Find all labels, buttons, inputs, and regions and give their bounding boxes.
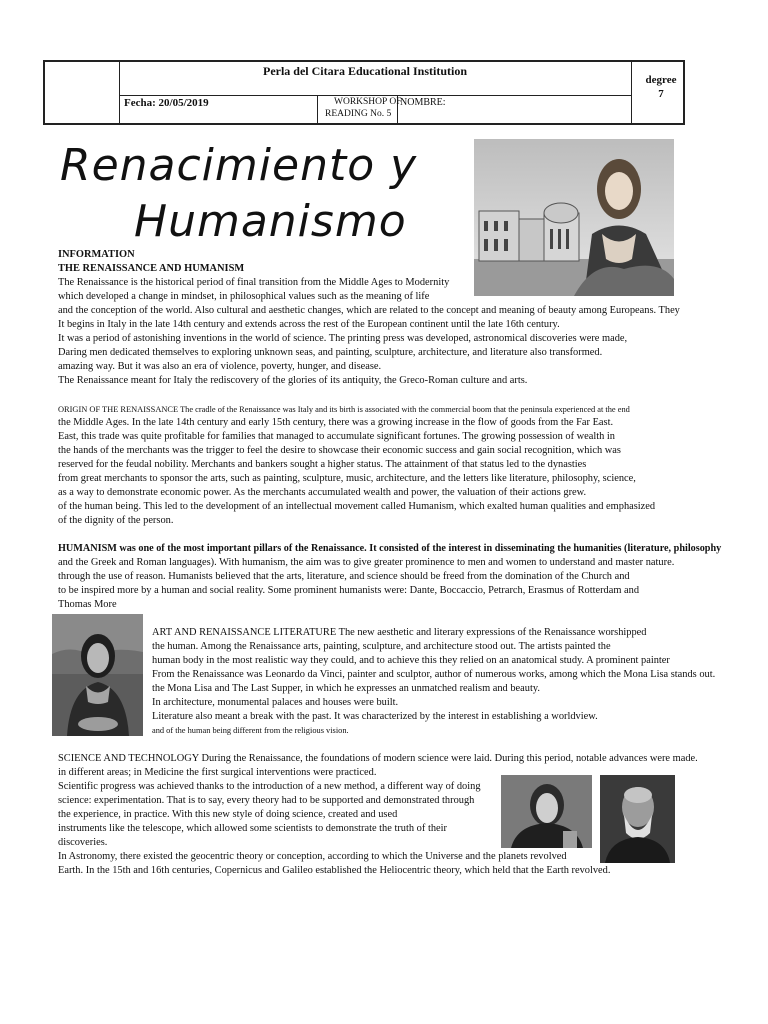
section-heading: THE RENAISSANCE AND HUMANISM	[58, 263, 245, 274]
paragraph-line: In Astronomy, there existed the geocentric theory or conception, according to which the Universe and the planets revolved	[58, 851, 567, 862]
paragraph-line: The Renaissance meant for Italy the rediscovery of the glories of its antiquity, the Greco-Roman culture and arts.	[58, 375, 528, 386]
science-heading: SCIENCE AND TECHNOLOGY During the Renaissance, the foundations of modern science were laid. During this period, notable advances were made.	[58, 753, 698, 764]
galileo-portrait	[600, 775, 675, 863]
table-divider	[317, 95, 318, 123]
paragraph-line: human body in the most realistic way they could, and to achieve this they relied on an anatomical study. A prominent painter	[152, 655, 670, 666]
copernicus-portrait	[501, 775, 592, 848]
paragraph-line: and the conception of the world. Also cultural and aesthetic changes, which are related to the concept and meaning of beauty among Europeans. They	[58, 305, 680, 316]
paragraph-line: science: experimentation. That is to say, every theory had to be supported and demonstrated through	[58, 795, 475, 806]
paragraph-line: of the human being. This led to the development of an intellectual movement called Humanism, which exalted human qualities and emphasized	[58, 501, 656, 512]
paragraph-line: the experience, in practice. With this new style of doing science, created and used	[58, 809, 398, 820]
paragraph-line: to be inspired more by a human and social reality. Some prominent humanists were: Dante, Boccaccio, Petrarch, Erasmus of Rotterdam and	[58, 585, 640, 596]
paragraph-line: Earth. In the 15th and 16th centuries, Copernicus and Galileo established the Heliocentric theory, which held that the Earth revolved.	[58, 865, 611, 876]
page-title-line1: Renacimiento y	[60, 140, 418, 191]
paragraph-line: reserved for the feudal nobility. Merchants and bankers sought a higher status. The attainment of that status led to the dynasties	[58, 459, 587, 470]
header-table	[43, 60, 685, 125]
info-heading: INFORMATION	[58, 249, 135, 260]
paragraph-line: It begins in Italy in the late 14th century and extends across the rest of the European continent until the late 16th century.	[58, 319, 560, 330]
paragraph-line: amazing way. But it was also an era of violence, poverty, hunger, and disease.	[58, 361, 382, 372]
paragraph-line: the Mona Lisa and The Last Supper, in which he expresses an unmatched realism and beauty.	[152, 683, 540, 694]
degree-label: degree	[645, 74, 677, 86]
paragraph-line: and of the human being different from the religious vision.	[152, 726, 349, 735]
paragraph-line: In architecture, monumental palaces and houses were built.	[152, 697, 399, 708]
mona-lisa-image	[52, 614, 143, 736]
table-divider	[119, 95, 631, 96]
paragraph-line: the human. Among the Renaissance arts, painting, sculpture, and architecture stood out. The artists painted the	[152, 641, 611, 652]
paragraph-line: instruments like the telescope, which allowed some scientists to demonstrate the truth of their	[58, 823, 447, 834]
renaissance-lady-image	[474, 139, 674, 296]
paragraph-line: which developed a change in mindset, in philosophical values such as the meaning of life	[58, 291, 430, 302]
date-field: Fecha: 20/05/2019	[124, 97, 209, 109]
paragraph-line: and the Greek and Roman languages). With humanism, the aim was to give greater prominence to men and women to understand and master nature.	[58, 557, 675, 568]
paragraph-line: the hands of the merchants was the trigger to feel the desire to showcase their economic success and gain social recognition, which was	[58, 445, 621, 456]
paragraph-line: as a way to demonstrate economic power. As the merchants accumulated wealth and power, the valuation of their actions grew.	[58, 487, 587, 498]
workshop-label	[334, 97, 401, 108]
paragraph-line: East, this trade was quite profitable for families that managed to accumulate significant fortunes. The growing possession of wealth in	[58, 431, 615, 442]
paragraph-line: Literature also meant a break with the past. It was characterized by the interest in establishing a worldview.	[152, 711, 598, 722]
origin-heading: ORIGIN OF THE RENAISSANCE The cradle of the Renaissance was Italy and its birth is associated with the commercial boom that the peninsula experienced at the end	[58, 405, 630, 414]
paragraph-line: Daring men dedicated themselves to exploring unknown seas, and painting, sculpture, architecture, and literature also transformed.	[58, 347, 603, 358]
workshop-line1: WORKSHOP OF	[334, 97, 402, 107]
paragraph-line: discoveries.	[58, 837, 108, 848]
paragraph-line: Scientific progress was achieved thanks to the introduction of a new method, a different way of doing	[58, 781, 481, 792]
paragraph-line: From the Renaissance was Leonardo da Vinci, painter and sculptor, author of numerous works, among which the Mona Lisa stands out.	[152, 669, 716, 680]
degree-value: 7	[658, 88, 664, 100]
table-divider	[631, 62, 632, 123]
paragraph-line: of the dignity of the person.	[58, 515, 174, 526]
name-field: NOMBRE:	[400, 97, 446, 108]
reading-number: READING No. 5	[325, 109, 392, 119]
paragraph-line: Thomas More	[58, 599, 117, 610]
paragraph-line: It was a period of astonishing inventions in the world of science. The printing press was developed, astronomical discoveries were made,	[58, 333, 628, 344]
institution-name: Perla del Citara Educational Institution	[262, 64, 467, 78]
page-title-line2: Humanismo	[134, 196, 407, 247]
table-divider	[119, 62, 120, 123]
art-heading: ART AND RENAISSANCE LITERATURE The new aesthetic and literary expressions of the Renaissance worshipped	[152, 627, 647, 638]
paragraph-line: through the use of reason. Humanists believed that the arts, literature, and science should be freed from the domination of the Church and	[58, 571, 630, 582]
humanism-heading: HUMANISM was one of the most important pillars of the Renaissance. It consisted of the interest in disseminating the humanities (literature, philosophy	[58, 543, 722, 554]
paragraph-line: in different areas; in Medicine the first surgical interventions were practiced.	[58, 767, 377, 778]
paragraph-line: from great merchants to sponsor the arts, such as painting, sculpture, music, architecture, and the letters like literature, philosophy, science,	[58, 473, 636, 484]
paragraph-line: the Middle Ages. In the late 14th century and early 15th century, there was a growing increase in the flow of goods from the Far East.	[58, 417, 614, 428]
paragraph-line: The Renaissance is the historical period of final transition from the Middle Ages to Modernity	[58, 277, 450, 288]
